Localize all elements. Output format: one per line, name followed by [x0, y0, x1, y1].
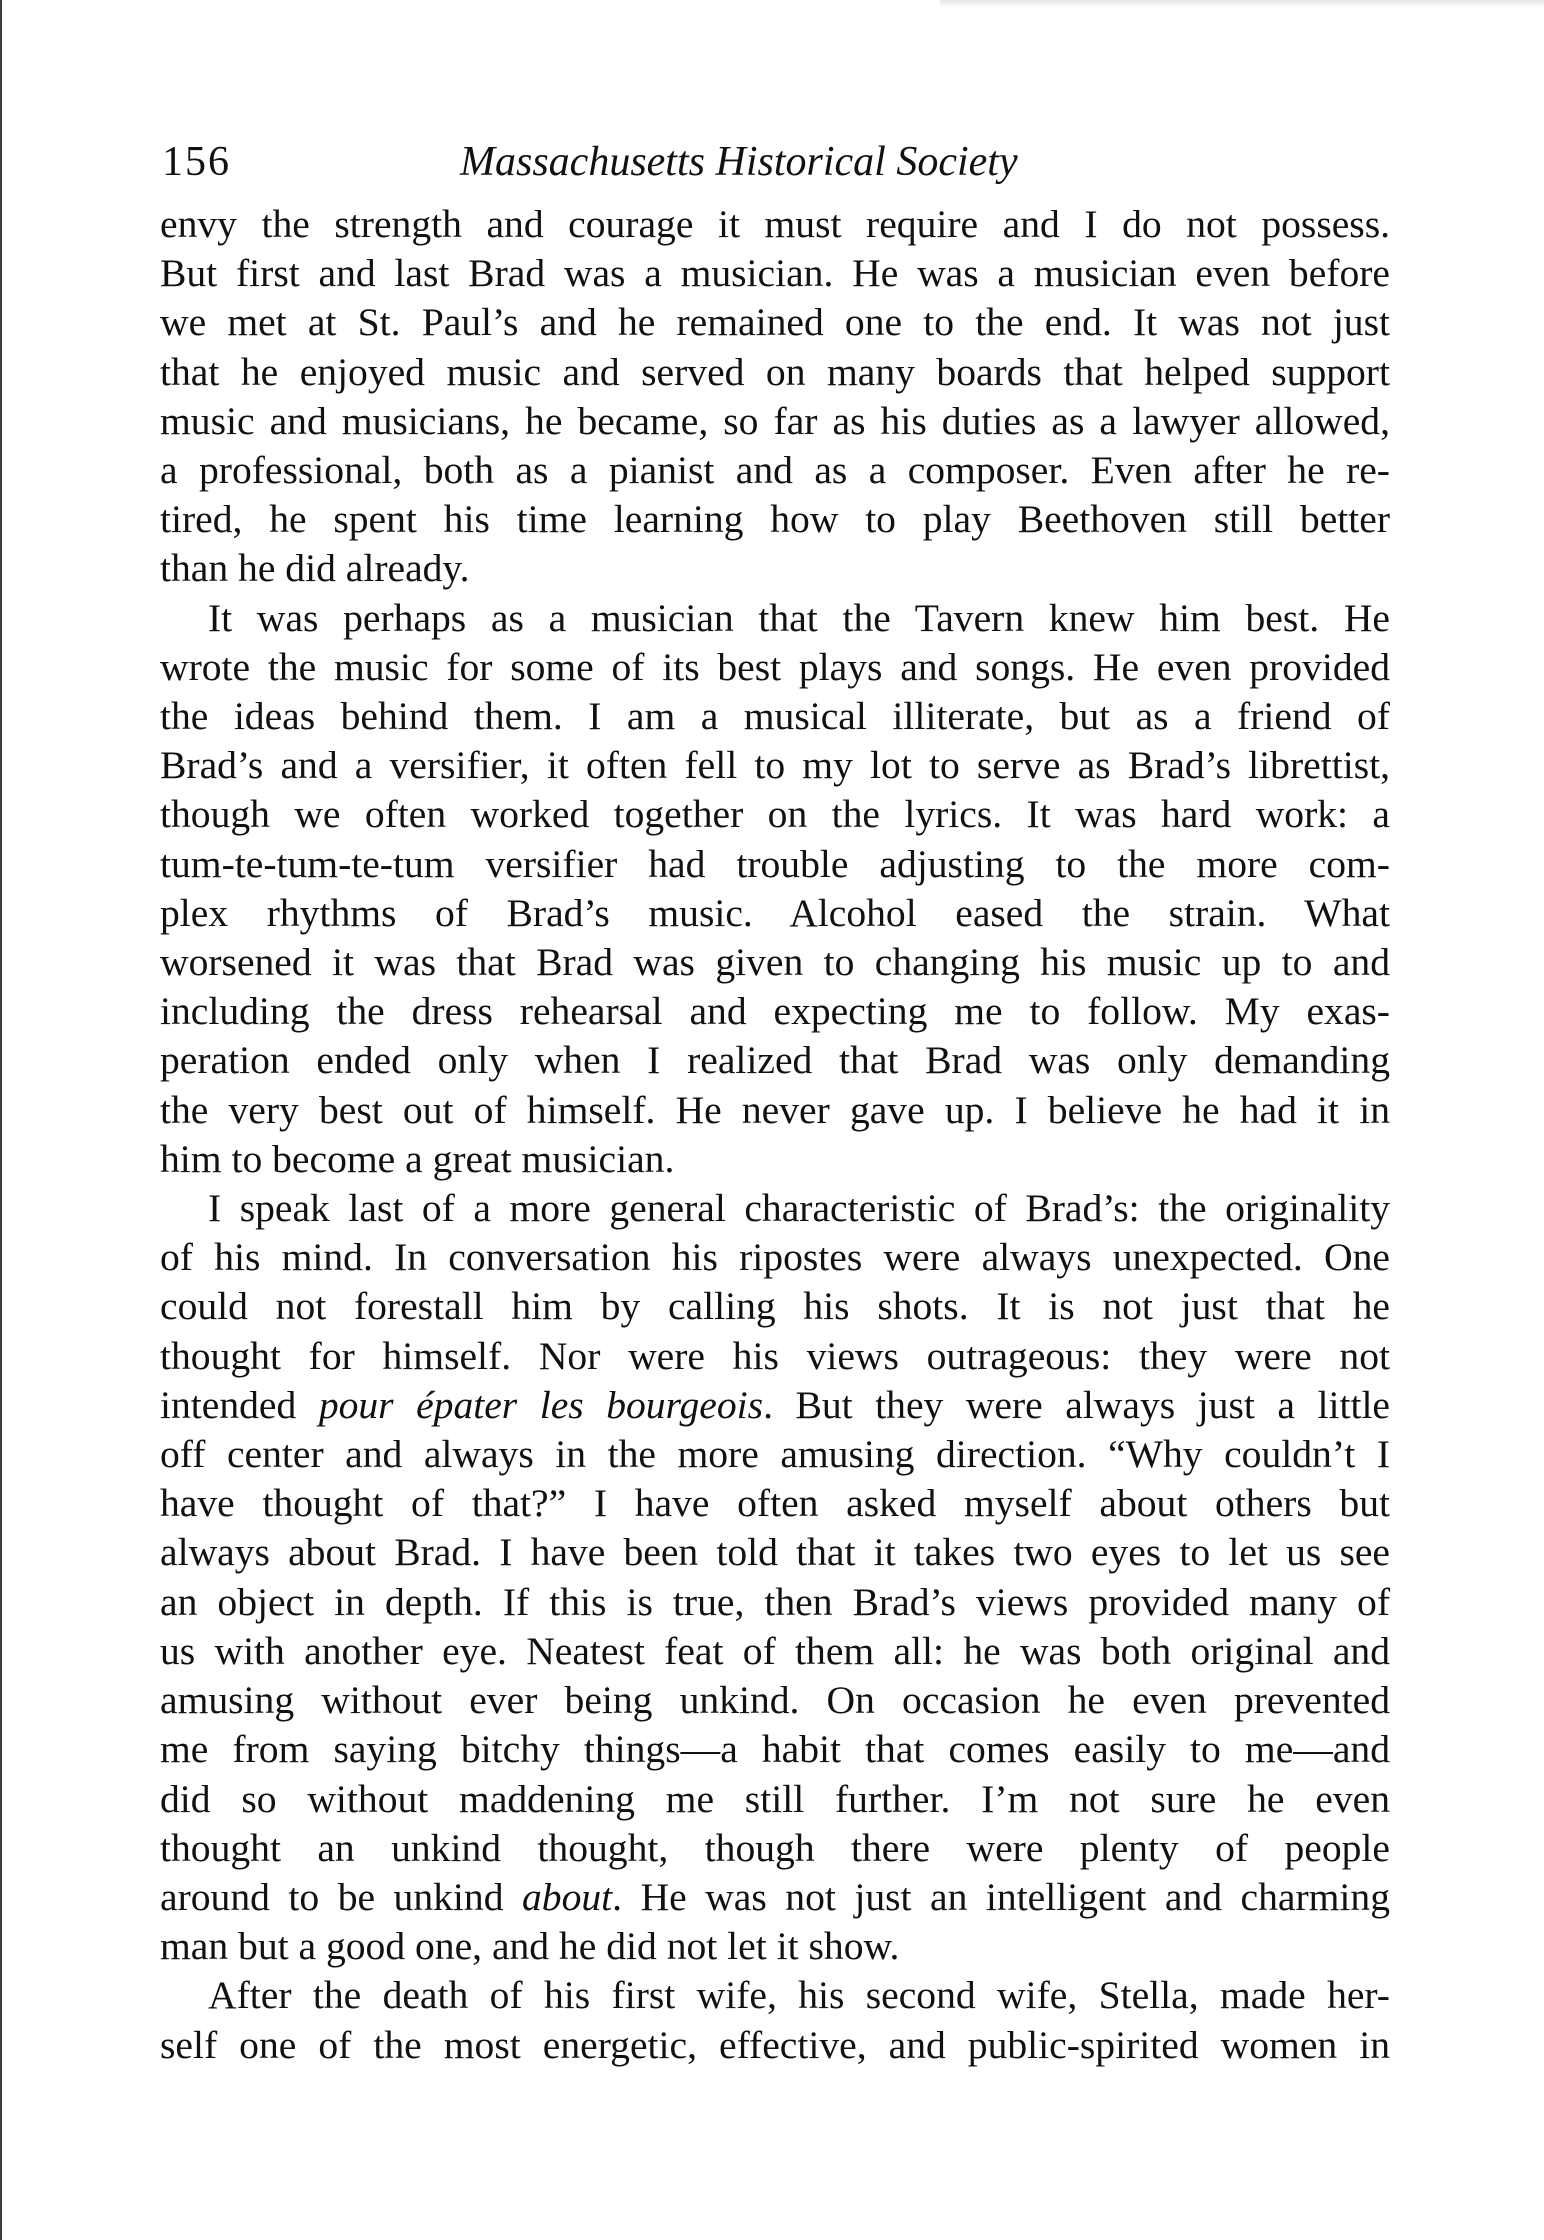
text-line: an object in depth. If this is true, then Brad’s views provided many of [160, 1579, 1390, 1624]
running-head [160, 138, 1390, 200]
text-line: him to become a great musician. [160, 1136, 675, 1181]
text-line: wrote the music for some of its best plays and songs. He even provided [160, 644, 1390, 689]
text-line-with-italic [160, 1873, 1390, 1922]
text-line-with-italic [160, 1381, 1390, 1430]
text-line: including the dress rehearsal and expecting me to follow. My exas- [160, 989, 1390, 1034]
text-line: us with another eye. Neatest feat of them all: he was both original and [160, 1628, 1390, 1673]
running-title: Massachusetts Historical Society [460, 139, 1018, 185]
text-line: peration ended only when I realized that Brad was only demanding [160, 1038, 1390, 1083]
text-line: worsened it was that Brad was given to changing his music up to and [160, 940, 1390, 985]
text-line: though we often worked together on the lyrics. It was hard work: a [160, 792, 1390, 837]
text-line: than he did already. [160, 546, 470, 591]
page-edge [0, 0, 2, 2240]
body-text [160, 200, 1390, 2070]
italic-phrase: about [522, 1874, 613, 1919]
text-run: intended [160, 1382, 319, 1427]
text-line: tum-te-tum-te-tum versifier had trouble adjusting to the more com- [160, 841, 1390, 886]
text-line: thought an unkind thought, though there were plenty of people [160, 1825, 1390, 1870]
page-number: 156 [162, 139, 231, 185]
text-line: me from saying bitchy things—a habit that comes easily to me—and [160, 1727, 1390, 1772]
text-line: After the death of his first wife, his second wife, Stella, made her- [208, 1973, 1390, 2018]
text-line: the very best out of himself. He never gave up. I believe he had it in [160, 1087, 1390, 1132]
text-line: could not forestall him by calling his shots. It is not just that he [160, 1284, 1390, 1329]
italic-phrase: pour épater les bourgeois [318, 1382, 764, 1427]
text-line: plex rhythms of Brad’s music. Alcohol eased the strain. What [160, 890, 1390, 935]
text-line: tired, he spent his time learning how to play Beethoven still better [160, 497, 1390, 542]
text-line: always about Brad. I have been told that it takes two eyes to let us see [160, 1530, 1390, 1575]
text-line: thought for himself. Nor were his views outrageous: they were not [160, 1333, 1390, 1378]
document-page [160, 138, 1390, 2070]
text-line: It was perhaps as a musician that the Tavern knew him best. He [208, 595, 1390, 640]
text-line: man but a good one, and he did not let it show. [160, 1924, 900, 1969]
text-line: have thought of that?” I have often asked myself about others but [160, 1481, 1390, 1526]
text-line: self one of the most energetic, effective, and public-spirited women in [160, 2022, 1390, 2067]
text-line: amusing without ever being unkind. On occasion he even prevented [160, 1678, 1390, 1723]
text-run: . But they were always just a little [763, 1382, 1391, 1427]
text-line: of his mind. In conversation his ripostes were always unexpected. One [160, 1235, 1390, 1280]
paragraph-3 [160, 1184, 1390, 1971]
text-run: around to be unkind [160, 1874, 523, 1919]
text-run: . He was not just an intelligent and charming [612, 1874, 1390, 1919]
top-shadow [940, 0, 1544, 8]
text-line: off center and always in the more amusing direction. “Why couldn’t I [160, 1432, 1390, 1477]
text-line: But first and last Brad was a musician. He was a musician even before [160, 251, 1390, 296]
paragraph-1 [160, 200, 1390, 594]
paragraph-4 [160, 1971, 1390, 2069]
paragraph-2 [160, 594, 1390, 1184]
text-line: music and musicians, he became, so far as his duties as a lawyer allowed, [160, 398, 1390, 443]
text-line: that he enjoyed music and served on many boards that helped support [160, 349, 1390, 394]
text-line: envy the strength and courage it must require and I do not possess. [160, 202, 1390, 246]
text-line: a professional, both as a pianist and as a composer. Even after he re- [160, 448, 1390, 493]
text-line: Brad’s and a versifier, it often fell to my lot to serve as Brad’s librettist, [160, 743, 1390, 788]
text-line: I speak last of a more general characteristic of Brad’s: the originality [208, 1186, 1390, 1231]
text-line: the ideas behind them. I am a musical illiterate, but as a friend of [160, 694, 1390, 739]
text-line: we met at St. Paul’s and he remained one to the end. It was not just [160, 300, 1390, 345]
text-line: did so without maddening me still further. I’m not sure he even [160, 1776, 1390, 1821]
